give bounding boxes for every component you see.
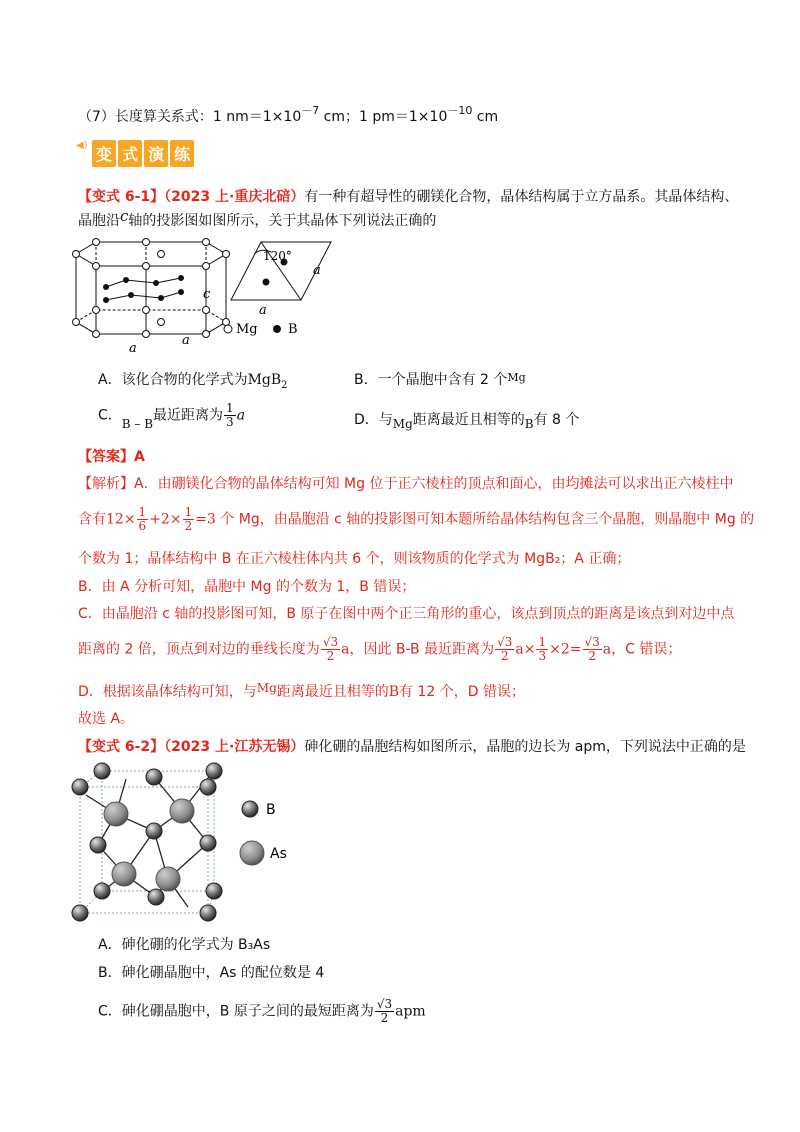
analysis-line-4: B．由 A 分析可知，晶胞中 Mg 的个数为 1，B 错误； <box>78 579 416 595</box>
q1-stem-line1: 【变式 6-1】（2023 上·重庆北碚）有一种有超导性的硼镁化合物，晶体结构属于立方晶系。其晶体结构、 <box>78 189 739 205</box>
exponent-2: －10 <box>447 104 473 117</box>
analysis-line-5: C．由晶胞沿 c 轴的投影图可知，B 原子在图中两个正三角形的重心，该点到顶点的距离是该点到对边中点 <box>78 606 735 622</box>
legend-b-symbol <box>242 801 258 817</box>
fig1-legend-b: B <box>288 322 298 337</box>
fig1-label-a2: a <box>182 333 190 348</box>
q1-answer: 【答案】A <box>78 449 145 465</box>
q1-tag: 【变式 6-1】 <box>78 189 165 205</box>
fig1-angle: 120° <box>263 249 292 263</box>
badge-char: 变 <box>92 140 116 167</box>
q2-option-a[interactable]: A．砷化硼的化学式为 B₃As <box>98 937 271 953</box>
speaker-icon: ◀) <box>76 140 88 151</box>
badge-char: 练 <box>170 140 194 167</box>
q1-source: （2023 上·重庆北碚） <box>164 189 305 205</box>
analysis-line-8: 故选 A。 <box>78 711 135 727</box>
length-conversion-line: （7）长度算关系式：1 $nm=1\times 10^{-7}$ cm；1 $pm=1\times 10^{-10}$ cm <box>78 104 499 125</box>
fig1-label-a1: a <box>129 341 137 356</box>
practice-badge <box>76 140 196 167</box>
fig1-proj-a1: a <box>313 263 321 278</box>
legend-as-symbol <box>240 841 264 865</box>
badge-char: 式 <box>118 140 142 167</box>
exponent-1: －7 <box>301 104 320 117</box>
analysis-line-7: D．根据该晶体结构可知，与Mg距离最近且相等的B有 12 个，D 错误； <box>78 681 525 700</box>
badge-char: 演 <box>144 140 168 167</box>
fig1-legend-mg: Mg <box>236 322 258 337</box>
fig1-label-c: c <box>203 287 211 302</box>
legend-as-label: As <box>270 846 287 862</box>
analysis-line-1: 【解析】A．由硼镁化合物的晶体结构可知 Mg 位于正六棱柱的顶点和面心，由均摊法可以求出正六棱柱中 <box>78 476 734 492</box>
q1-option-d[interactable]: D．与Mg距离最近且相等的B有 8 个 <box>354 412 580 431</box>
fig1-proj-a2: a <box>259 303 267 318</box>
analysis-line-2: 含有12× $\frac{1}{6}$ +2× $\frac{1}{2}$ =3 个 Mg，由晶胞沿 c 轴的投影图可知本题所给晶体结构包含三个晶胞，则晶胞中 Mg 的 <box>78 505 755 533</box>
bas-unit-cell-figure <box>66 757 316 927</box>
mgb2-crystal-figure <box>66 232 346 362</box>
q2-option-b[interactable]: B．砷化硼晶胞中，As 的配位数是 4 <box>98 965 325 981</box>
q1-option-c[interactable]: C．B – B最近距离为 $\frac{1}{3}$ a <box>98 401 246 431</box>
q2-tag: 【变式 6-2】 <box>78 739 165 755</box>
q1-stem-line2: 晶胞沿c轴的投影图如图所示，关于其晶体下列说法正确的 <box>78 207 437 229</box>
analysis-line-3: 个数为 1；晶体结构中 B 在正六棱柱体内共 6 个，则该物质的化学式为 MgB₂；A 正确； <box>78 551 631 567</box>
as-atoms <box>104 799 194 891</box>
q1-option-b[interactable]: B．一个晶胞中含有 2 个$^{Mg}$ <box>354 371 526 388</box>
legend-b-label: B <box>266 802 276 818</box>
q2-source: （2023 上·江苏无锡） <box>164 739 305 755</box>
q2-option-c[interactable]: C．砷化硼晶胞中，B 原子之间的最短距离为 $\frac{√3}{2}$ apm <box>98 997 426 1025</box>
analysis-line-6: 距离的 2 倍，顶点到对边的垂线长度为 $\frac{√3}{2}$ a，因此 B-B 最近距离为 $\frac{√3}{2}$ a× $\frac{1}{3}$ ×2= $\frac{√3}{2}$ a，C 错误； <box>78 635 682 663</box>
q2-stem: 【变式 6-2】（2023 上·江苏无锡）砷化硼的晶胞结构如图所示，晶胞的边长为 apm，下列说法中正确的是 <box>78 739 746 755</box>
q1-option-a[interactable]: A．该化合物的化学式为MgB$_2$ <box>98 372 288 391</box>
